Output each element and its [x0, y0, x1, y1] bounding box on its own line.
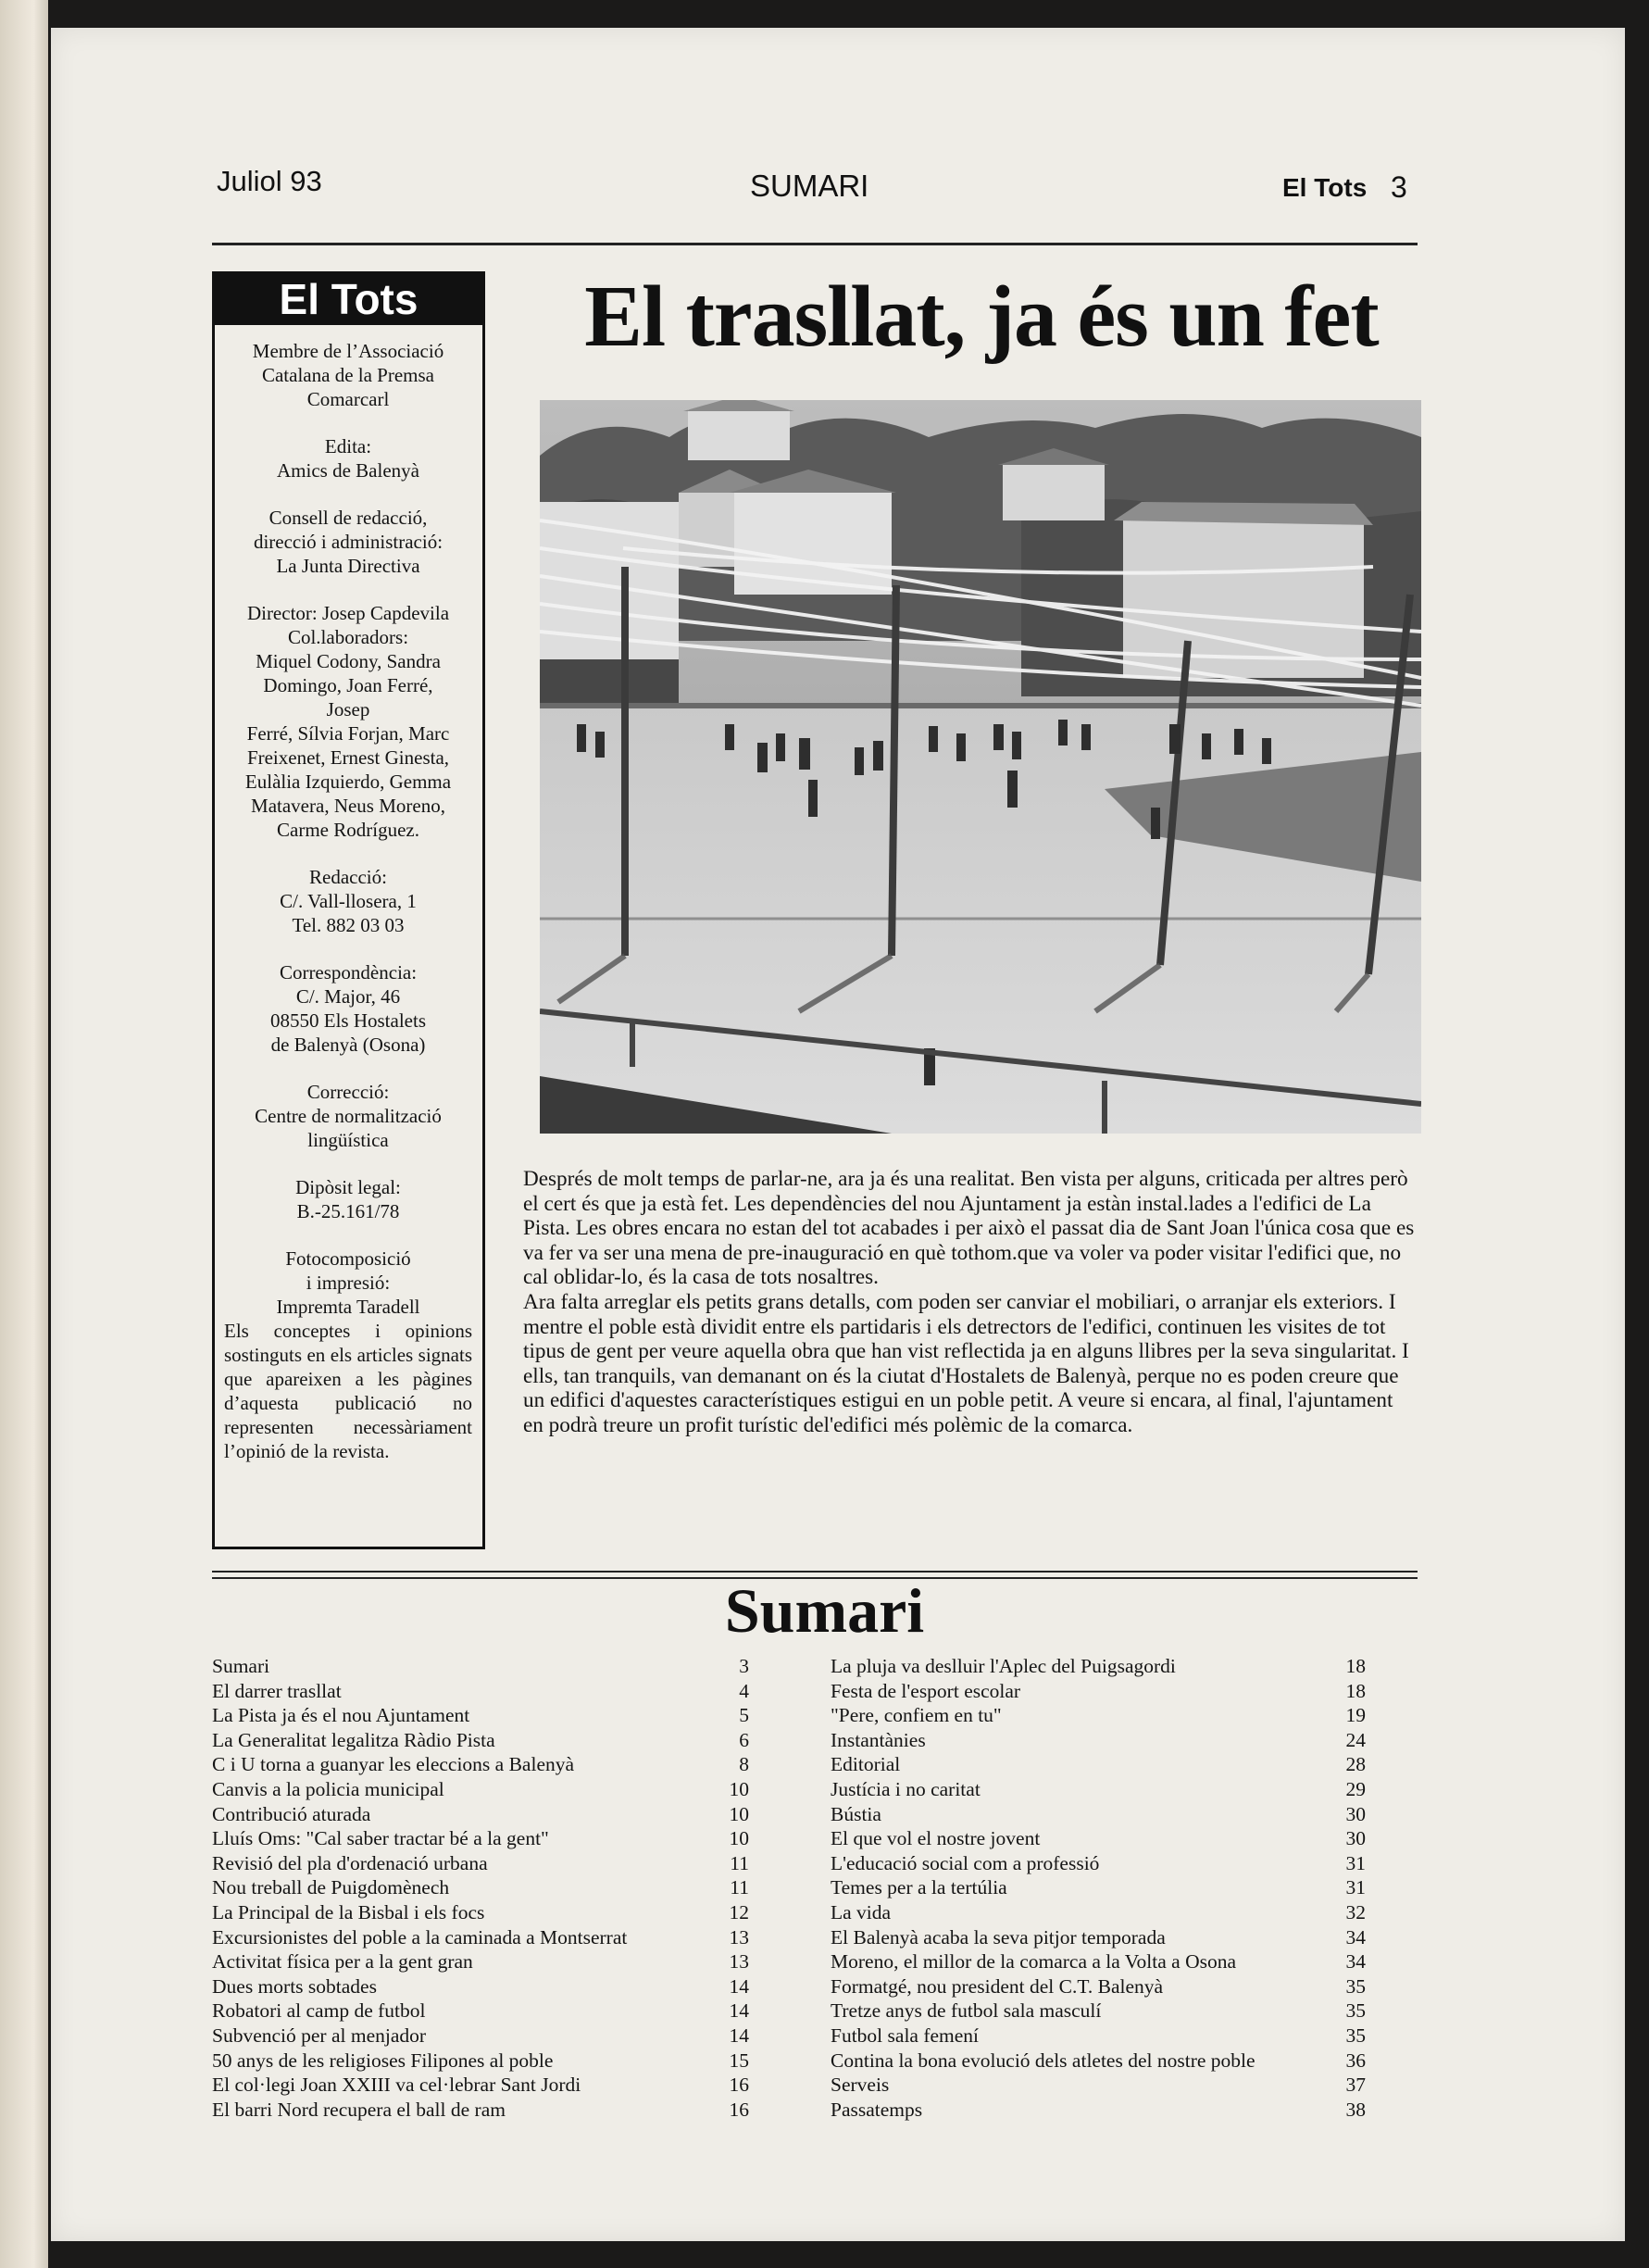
toc-page: 3 — [739, 1655, 749, 1677]
article-photo — [540, 400, 1421, 1134]
masthead-membership: Membre de l’Associació Catalana de la Premsa Comarcarl — [252, 340, 444, 410]
toc-page: 6 — [739, 1728, 749, 1751]
article-paragraph-2: Ara falta arreglar els petits grans detalls, com poden ser canviar el mobiliari, o arranjar els exteriors. I mentre el poble està dividit entre els partidaris i els detrectors de l'edifici, continuen les visites de tot tipus de gent per veure aquella obra que han vist reflectida ja en alguns llibres per la seva singularitat. I ells, tan tranquils, van demanant on és la ciutat d'Hostalets de Balenyà, perque no es poden creure que un edifici d'aquestes característiques estigui en un poble petit. A veure si encara, al final, l'ajuntament en podrà treure un profit turístic del'edifici més polèmic de la comarca. — [523, 1289, 1409, 1437]
toc-row[interactable] — [212, 1851, 749, 1876]
toc-title: Lluís Oms: "Cal saber tractar bé a la gent" — [212, 1827, 549, 1850]
toc-title: Justícia i no caritat — [831, 1777, 981, 1800]
toc-page: 18 — [1345, 1679, 1366, 1702]
toc-page: 30 — [1345, 1827, 1366, 1850]
toc-row[interactable] — [831, 1875, 1366, 1900]
article-paragraph-1: Després de molt temps de parlar-ne, ara ja és una realitat. Ben vista per alguns, criticada per altres però el cert és que ja està fet. Les dependències del nou Ajuntament ja estàn instal.lades a l'edifici de La Pista. Les obres encara no estan del tot acabades i per això el passat dia de Sant Joan l'única cosa que es va fer va ser una mena de pre-inauguració en què tothom.que va voler va poder visitar l'edifici que, no cal oblidar-lo, és la casa de tots nosaltres. — [523, 1167, 1415, 1290]
masthead-title: El Tots — [215, 274, 482, 325]
masthead-redaccio: Redacció: C/. Vall-llosera, 1 Tel. 882 03 03 — [280, 866, 417, 936]
toc-title: Bústia — [831, 1802, 881, 1825]
header-date: Juliol 93 — [217, 165, 322, 197]
toc-row[interactable] — [831, 1728, 1366, 1753]
toc-page: 35 — [1345, 1999, 1366, 2023]
toc-page: 19 — [1345, 1704, 1366, 1727]
toc-row[interactable] — [212, 1900, 749, 1925]
toc-row[interactable] — [831, 1826, 1366, 1851]
toc-title: Canvis a la policia municipal — [212, 1777, 444, 1800]
toc-title: Sumari — [212, 1655, 270, 1677]
toc-title: El col·legi Joan XXIII va cel·lebrar Sant Jordi — [212, 2074, 581, 2097]
toc-page: 18 — [1345, 1655, 1366, 1677]
toc-title: La Principal de la Bisbal i els focs — [212, 1900, 485, 1923]
toc-page: 35 — [1345, 2024, 1366, 2047]
toc-page: 13 — [729, 1925, 749, 1948]
toc-title: Instantànies — [831, 1728, 926, 1751]
toc-title: Subvenció per al menjador — [212, 2024, 427, 2047]
header-rule — [212, 243, 1418, 245]
toc-row[interactable] — [831, 1679, 1366, 1704]
toc-row[interactable] — [831, 1949, 1366, 1974]
toc-row[interactable] — [212, 1679, 749, 1704]
masthead-correspondencia: Correspondència: C/. Major, 46 08550 Els Hostalets de Balenyà (Osona) — [270, 961, 426, 1056]
toc-page: 4 — [739, 1679, 749, 1702]
toc-row[interactable] — [212, 1703, 749, 1728]
toc-title: Contribució aturada — [212, 1802, 371, 1825]
toc-page: 16 — [729, 2098, 749, 2121]
toc-row[interactable] — [212, 1949, 749, 1974]
masthead-body — [224, 339, 472, 1463]
toc-title: Contina la bona evolució dels atletes del nostre poble — [831, 2049, 1255, 2072]
toc-row[interactable] — [212, 1875, 749, 1900]
toc-row[interactable] — [212, 2024, 749, 2049]
toc-page: 11 — [730, 1876, 749, 1899]
header-magazine: El Tots — [1282, 173, 1368, 202]
toc-right — [831, 1654, 1366, 2122]
toc-row[interactable] — [831, 1777, 1366, 1802]
toc-title: La Pista ja és el nou Ajuntament — [212, 1704, 470, 1727]
toc-page: 13 — [729, 1950, 749, 1974]
toc-title: Moreno, el millor de la comarca a la Volta a Osona — [831, 1950, 1237, 1974]
toc-title: Festa de l'esport escolar — [831, 1679, 1021, 1702]
toc-row[interactable] — [212, 1777, 749, 1802]
toc-title: Activitat física per a la gent gran — [212, 1950, 473, 1974]
toc-title: "Pere, confiem en tu" — [831, 1704, 1002, 1727]
toc-page: 29 — [1345, 1777, 1366, 1800]
toc-title: Formatgé, nou president del C.T. Balenyà — [831, 1974, 1164, 1998]
toc-title: Revisió del pla d'ordenació urbana — [212, 1851, 488, 1874]
toc-page: 32 — [1345, 1900, 1366, 1923]
toc-title: El Balenyà acaba la seva pitjor temporada — [831, 1925, 1166, 1948]
scan-edge — [0, 0, 48, 2268]
toc-page: 12 — [729, 1900, 749, 1923]
toc-row[interactable] — [212, 2098, 749, 2123]
toc-title: Editorial — [831, 1753, 901, 1776]
sumari-rule-top — [212, 1571, 1418, 1573]
toc-row[interactable] — [212, 1728, 749, 1753]
toc-title: Excursionistes del poble a la caminada a Montserrat — [212, 1925, 628, 1948]
masthead-consell: Consell de redacció, direcció i administració: La Junta Directiva — [253, 507, 443, 577]
toc-title: Tretze anys de futbol sala masculí — [831, 1999, 1102, 2023]
toc-title: L'educació social com a professió — [831, 1851, 1100, 1874]
toc-page: 16 — [729, 2074, 749, 2097]
toc-row[interactable] — [831, 1900, 1366, 1925]
toc-page: 38 — [1345, 2098, 1366, 2121]
masthead-notice: Els conceptes i opinions sostinguts en els articles signats que apareixen a les pàgines d’aquesta publicació no representen necessàriament l’opinió de la revista. — [224, 1320, 472, 1462]
toc-page: 35 — [1345, 1974, 1366, 1998]
article-body — [523, 1167, 1417, 1438]
masthead-correccio: Correcció: Centre de normalització lingüística — [255, 1081, 442, 1151]
toc-row[interactable] — [831, 1802, 1366, 1827]
toc-title: Robatori al camp de futbol — [212, 1999, 426, 2023]
toc-row[interactable] — [212, 2049, 749, 2074]
toc-page: 34 — [1345, 1950, 1366, 1974]
toc-page: 30 — [1345, 1802, 1366, 1825]
header-section: SUMARI — [750, 169, 869, 203]
toc-page: 10 — [729, 1777, 749, 1800]
toc-row[interactable] — [212, 1974, 749, 1999]
toc-title: C i U torna a guanyar les eleccions a Balenyà — [212, 1753, 575, 1776]
toc-left — [212, 1654, 749, 2122]
toc-row[interactable] — [212, 1802, 749, 1827]
masthead-director: Director: Josep Capdevila Col.laboradors: Miquel Codony, Sandra Domingo, Joan Ferré, Josep Ferré, Sílvia Forjan, Marc Freixenet, Ernest Ginesta, Eulàlia Izquierdo, Gemma Matavera, Neus Moreno, Carme Rodríguez. — [244, 602, 452, 841]
toc-page: 24 — [1345, 1728, 1366, 1751]
toc-page: 10 — [729, 1802, 749, 1825]
toc-title: Passatemps — [831, 2098, 923, 2121]
toc-page: 34 — [1345, 1925, 1366, 1948]
toc-title: Futbol sala femení — [831, 2024, 980, 2047]
toc-title: La Generalitat legalitza Ràdio Pista — [212, 1728, 495, 1751]
toc-row[interactable] — [212, 1654, 749, 1679]
toc-page: 37 — [1345, 2074, 1366, 2097]
toc-page: 5 — [739, 1704, 749, 1727]
toc-title: Dues morts sobtades — [212, 1974, 377, 1998]
masthead-edita: Edita: Amics de Balenyà — [277, 435, 419, 482]
toc-page: 31 — [1345, 1851, 1366, 1874]
toc-row[interactable] — [212, 1826, 749, 1851]
sumari-title: Sumari — [724, 1575, 925, 1646]
toc-row[interactable] — [831, 1925, 1366, 1950]
toc-page: 14 — [729, 2024, 749, 2047]
toc-title: 50 anys de les religioses Filipones al poble — [212, 2049, 554, 2072]
toc-title: El darrer trasllat — [212, 1679, 342, 1702]
toc-title: La vida — [831, 1900, 892, 1923]
toc-row[interactable] — [831, 2024, 1366, 2049]
toc-row[interactable] — [831, 2049, 1366, 2074]
toc-row[interactable] — [831, 2098, 1366, 2123]
toc-page: 11 — [730, 1851, 749, 1874]
toc-title: Serveis — [831, 2074, 890, 2097]
toc-row[interactable] — [831, 1703, 1366, 1728]
toc-row[interactable] — [212, 2073, 749, 2098]
toc-page: 14 — [729, 1974, 749, 1998]
toc-row[interactable] — [831, 1752, 1366, 1777]
toc-row[interactable] — [212, 1925, 749, 1950]
header-page-number: 3 — [1391, 170, 1407, 204]
masthead-box — [212, 271, 485, 1549]
toc-page: 28 — [1345, 1753, 1366, 1776]
toc-title: El que vol el nostre jovent — [831, 1827, 1041, 1850]
toc-page: 31 — [1345, 1876, 1366, 1899]
toc-row[interactable] — [212, 1999, 749, 2024]
toc-row[interactable] — [212, 1752, 749, 1777]
toc-page: 10 — [729, 1827, 749, 1850]
toc-row[interactable] — [831, 1974, 1366, 1999]
toc-title: Temes per a la tertúlia — [831, 1876, 1007, 1899]
toc-row[interactable] — [831, 1654, 1366, 1679]
toc-title: La pluja va deslluir l'Aplec del Puigsagordi — [831, 1655, 1176, 1677]
masthead-diposit: Dipòsit legal: B.-25.161/78 — [295, 1176, 401, 1222]
toc-row[interactable] — [831, 1999, 1366, 2024]
toc-title: Nou treball de Puigdomènech — [212, 1876, 450, 1899]
toc-row[interactable] — [831, 2073, 1366, 2098]
toc-page: 14 — [729, 1999, 749, 2023]
masthead-fotocomposicio: Fotocomposició i impresió: Impremta Taradell — [276, 1247, 420, 1318]
toc-page: 8 — [739, 1753, 749, 1776]
toc-page: 15 — [729, 2049, 749, 2072]
toc-row[interactable] — [831, 1851, 1366, 1876]
toc-page: 36 — [1345, 2049, 1366, 2072]
article-headline: El trasllat, ja és un fet — [584, 269, 1379, 365]
toc-title: El barri Nord recupera el ball de ram — [212, 2098, 506, 2121]
